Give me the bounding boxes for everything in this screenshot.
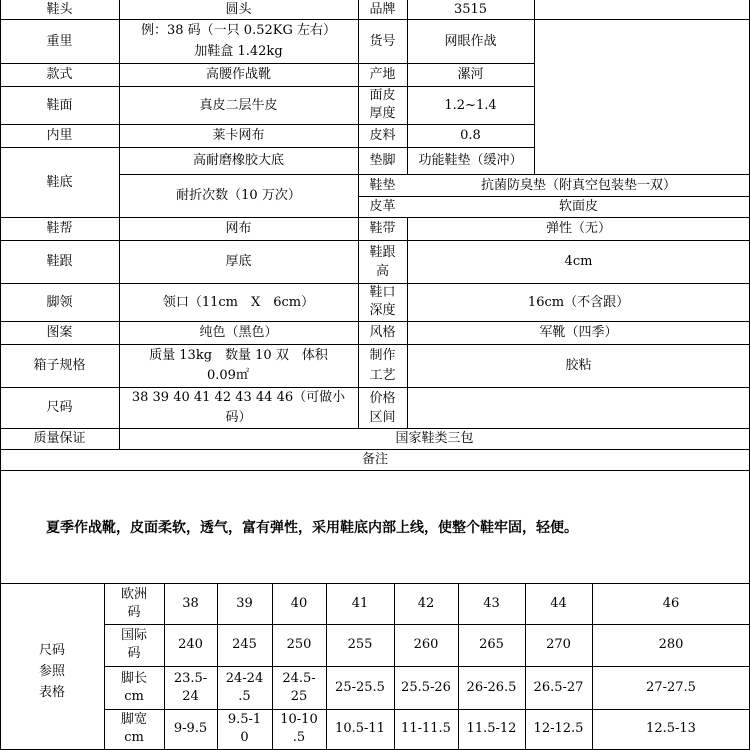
size-table-cell bbox=[164, 709, 217, 749]
pattern-value: 纯色（黑色） bbox=[199, 325, 278, 340]
leather-value: 0.8 bbox=[460, 128, 481, 143]
size-table-cell-line: 10-10 bbox=[280, 712, 318, 727]
size-table-cell bbox=[525, 709, 592, 749]
thickness-label bbox=[358, 86, 407, 124]
price-value bbox=[407, 387, 750, 428]
size-table-cell-line: .5 bbox=[238, 688, 251, 704]
size-table-cell-line: 39 bbox=[236, 595, 253, 611]
size-row-header-2: cm bbox=[124, 730, 144, 745]
size-table-cell-line: 25 bbox=[290, 688, 308, 704]
lace-value: 弹性（无） bbox=[545, 221, 611, 236]
heel-height-label-1: 鞋跟 bbox=[369, 244, 396, 260]
origin-label: 产地 bbox=[369, 67, 396, 82]
size-table-cell bbox=[217, 583, 272, 624]
origin-value: 漯河 bbox=[457, 67, 484, 82]
size-table-cell-line: 12.5-13 bbox=[646, 721, 696, 736]
weight-line-2: 加鞋盒 1.42kg bbox=[194, 44, 283, 59]
size-table-cell bbox=[326, 583, 394, 624]
size-table-cell-line: 46 bbox=[662, 595, 680, 611]
size-table-side-label bbox=[0, 583, 104, 750]
size-table-cell bbox=[217, 709, 272, 749]
sole-value-2: 耐折次数（10 万次） bbox=[176, 188, 301, 203]
box-line-2: 0.09㎡ bbox=[207, 367, 249, 383]
size-table-cell-line: 23.5- bbox=[173, 670, 208, 686]
lining-value: 莱卡网布 bbox=[212, 128, 265, 143]
thickness-value: 1.2~1.4 bbox=[444, 97, 497, 113]
size-row-header-1: 欧洲 bbox=[120, 586, 147, 602]
size-table-cell bbox=[272, 709, 326, 749]
size-table-cell bbox=[164, 666, 217, 709]
size-table-cell-line: 25.5-26 bbox=[401, 679, 451, 695]
box-line-1: 质量 13kg 数量 10 双 体积 bbox=[149, 347, 328, 363]
weight-line-1: 例：38 码（一只 0.52KG 左右） bbox=[141, 23, 336, 38]
size-table-cell-line: 260 bbox=[413, 637, 439, 652]
size-table-cell-line: 280 bbox=[658, 637, 684, 652]
quality-label: 质量保证 bbox=[33, 431, 86, 446]
opening-label-2: 深度 bbox=[369, 303, 396, 318]
size-row-header-2: cm bbox=[124, 688, 144, 704]
footbed-label: 垫脚 bbox=[369, 153, 396, 168]
size-row-header-2: 码 bbox=[127, 646, 141, 661]
pattern-label: 图案 bbox=[46, 325, 73, 340]
item-no-label: 货号 bbox=[369, 33, 396, 49]
upper-value: 真皮二层牛皮 bbox=[199, 97, 278, 113]
size-row-header-1: 国际 bbox=[120, 628, 147, 643]
size-table-cell-line: 24.5- bbox=[282, 670, 316, 686]
size-table-cell bbox=[458, 624, 525, 666]
size-table-cell-line: 255 bbox=[347, 637, 373, 652]
weight-value bbox=[119, 19, 358, 63]
heel-height-label-2: 高 bbox=[375, 263, 389, 279]
size-label: 尺码 bbox=[46, 400, 73, 415]
craft-value: 胶粘 bbox=[565, 358, 592, 373]
size-row-header-1: 脚长 bbox=[120, 670, 147, 686]
size-line-1: 38 39 40 41 42 43 44 46（可做小 bbox=[131, 389, 346, 405]
size-table-cell bbox=[592, 666, 750, 709]
size-table-cell-line: 11.5-12 bbox=[466, 721, 517, 736]
style2-value: 军靴（四季） bbox=[539, 325, 618, 340]
size-table-cell bbox=[458, 709, 525, 749]
upper-label: 鞋面 bbox=[46, 97, 73, 113]
size-table-cell bbox=[164, 624, 217, 666]
brand-value: 3515 bbox=[453, 2, 488, 17]
size-table-cell-line: 9-9.5 bbox=[173, 721, 208, 736]
opening-value: 16cm（不含跟） bbox=[527, 294, 630, 310]
lining-label: 内里 bbox=[46, 128, 73, 143]
sole-value-1: 高耐磨橡胶大底 bbox=[192, 153, 284, 168]
sole-label: 鞋底 bbox=[46, 174, 73, 190]
size-table-cell bbox=[164, 583, 217, 624]
size-table-cell bbox=[525, 624, 592, 666]
size-table-cell-line: .5 bbox=[292, 730, 306, 745]
size-table-cell bbox=[326, 624, 394, 666]
craft-label-2: 工艺 bbox=[369, 367, 396, 383]
size-table-cell-line: 245 bbox=[232, 637, 257, 652]
toe-value: 圆头 bbox=[225, 2, 252, 17]
size-table-cell bbox=[394, 666, 458, 709]
size-table-cell-line: 0 bbox=[240, 730, 249, 745]
size-table-cell bbox=[525, 666, 592, 709]
size-table-cell-line: 44 bbox=[550, 595, 567, 611]
size-table-cell-line: 26.5-27 bbox=[533, 679, 584, 695]
heel-height-value: 4cm bbox=[564, 254, 593, 269]
size-table-cell-line: 38 bbox=[182, 595, 199, 611]
size-table-cell bbox=[592, 583, 750, 624]
size-table-cell-line: 24 bbox=[182, 688, 199, 704]
size-table-cell-line: 250 bbox=[286, 637, 312, 652]
style-value: 高腰作战靴 bbox=[205, 67, 271, 82]
size-table-cell bbox=[272, 666, 326, 709]
size-table-cell-line: 40 bbox=[290, 595, 308, 611]
size-table-cell-line: 27-27.5 bbox=[646, 679, 696, 695]
size-table-cell bbox=[525, 583, 592, 624]
shaft-label: 鞋帮 bbox=[46, 221, 73, 236]
size-table-cell bbox=[217, 624, 272, 666]
heel-value: 厚底 bbox=[225, 254, 252, 269]
size-row-header bbox=[104, 666, 164, 709]
size-table-cell bbox=[592, 709, 750, 749]
style-label: 款式 bbox=[46, 67, 73, 82]
note-text: 夏季作战靴，皮面柔软，透气，富有弹性，采用鞋底内部上线，使整个鞋牢固，轻便。 bbox=[46, 520, 578, 536]
size-table-cell-line: 265 bbox=[479, 637, 504, 652]
size-table-cell-line: 42 bbox=[417, 595, 435, 611]
side-label-3: 表格 bbox=[38, 685, 65, 700]
quality-value: 国家鞋类三包 bbox=[395, 431, 474, 446]
heel-height-label bbox=[358, 240, 407, 283]
leather2-label: 皮革 bbox=[369, 199, 396, 214]
shaft-value: 网布 bbox=[225, 221, 252, 236]
size-table-cell bbox=[272, 583, 326, 624]
size-table-cell-line: 25-25.5 bbox=[335, 679, 385, 695]
item-no-value: 网眼作战 bbox=[444, 33, 497, 49]
heel-label: 鞋跟 bbox=[46, 254, 73, 269]
size-row-header bbox=[104, 624, 164, 666]
collar-label: 脚领 bbox=[46, 294, 73, 310]
size-table-cell bbox=[217, 666, 272, 709]
size-table-cell-line: 270 bbox=[546, 637, 571, 652]
size-table-cell bbox=[394, 709, 458, 749]
insole-value: 抗菌防臭垫（附真空包装垫一双） bbox=[480, 177, 676, 193]
size-table-cell-line: 10.5-11 bbox=[335, 721, 385, 736]
size-table-cell bbox=[394, 583, 458, 624]
price-label bbox=[358, 387, 407, 428]
weight-label: 重里 bbox=[46, 33, 73, 49]
collar-value: 领口（11cm X 6cm） bbox=[162, 294, 315, 310]
size-table-cell-line: 26-26.5 bbox=[466, 679, 517, 695]
opening-label-1: 鞋口 bbox=[369, 285, 396, 300]
size-table-cell-line: 41 bbox=[351, 595, 369, 611]
side-label-2: 参照 bbox=[38, 664, 65, 679]
size-table-cell bbox=[592, 624, 750, 666]
price-label-1: 价格 bbox=[369, 390, 396, 406]
size-table-cell-line: 240 bbox=[178, 637, 203, 652]
size-table-cell-line: 43 bbox=[483, 595, 500, 611]
leather-label: 皮料 bbox=[369, 128, 396, 143]
size-table-cell bbox=[272, 624, 326, 666]
thickness-label-1: 面皮 bbox=[369, 88, 396, 103]
size-table-cell-line: 24-24 bbox=[225, 670, 264, 686]
size-table-cell bbox=[394, 624, 458, 666]
size-table-cell bbox=[326, 709, 394, 749]
size-line-2: 码） bbox=[225, 409, 252, 425]
size-table-cell bbox=[458, 583, 525, 624]
box-label: 箱子规格 bbox=[33, 358, 86, 373]
size-table-cell-line: 12-12.5 bbox=[533, 721, 584, 736]
craft-label bbox=[358, 344, 407, 387]
toe-label: 鞋头 bbox=[46, 2, 73, 17]
box-value bbox=[119, 344, 358, 387]
size-row-header-2: 码 bbox=[127, 604, 141, 620]
price-label-2: 区间 bbox=[369, 409, 396, 425]
size-table-cell bbox=[458, 666, 525, 709]
side-label-1: 尺码 bbox=[38, 643, 65, 658]
opening-label bbox=[358, 283, 407, 321]
brand-label: 品牌 bbox=[369, 2, 396, 17]
lace-label: 鞋带 bbox=[369, 221, 396, 236]
size-row-header bbox=[104, 709, 164, 749]
size-value bbox=[119, 387, 358, 428]
craft-label-1: 制作 bbox=[369, 347, 396, 363]
size-table-cell-line: 11-11.5 bbox=[401, 721, 451, 736]
insole-label: 鞋垫 bbox=[369, 177, 396, 193]
leather2-value: 软面皮 bbox=[558, 199, 598, 214]
size-table-cell bbox=[326, 666, 394, 709]
thickness-label-2: 厚度 bbox=[369, 106, 396, 121]
size-row-header bbox=[104, 583, 164, 624]
remark-label: 备注 bbox=[361, 452, 388, 467]
footbed-value: 功能鞋垫（缓冲） bbox=[418, 153, 523, 168]
style2-label: 风格 bbox=[369, 325, 396, 340]
size-table-cell-line: 9.5-1 bbox=[227, 712, 262, 727]
size-row-header-1: 脚宽 bbox=[120, 712, 147, 727]
